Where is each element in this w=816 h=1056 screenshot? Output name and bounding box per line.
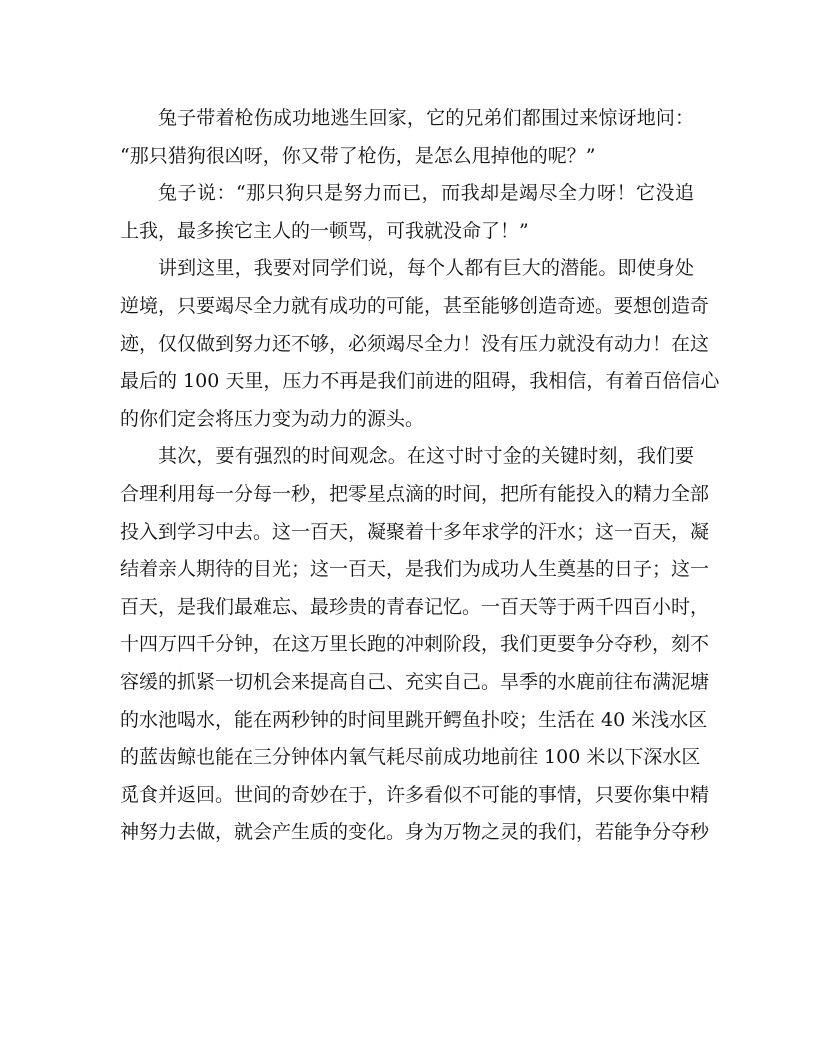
text-line: 神努力去做，就会产生质的变化。身为万物之灵的我们，若能争分夺秒 (120, 821, 710, 844)
text-line: 的水池喝水，能在两秒钟的时间里跳开鳄鱼扑咬；生活在 40 米浅水区 (120, 708, 708, 731)
text-line: 兔子带着枪伤成功地逃生回家，它的兄弟们都围过来惊讶地问： (158, 107, 694, 129)
text-line: “那只猎狗很凶呀，你又带了枪伤，是怎么甩掉他的呢？” (120, 144, 596, 167)
text-line: 百天，是我们最难忘、最珍贵的青春记忆。一百天等于两千四百小时， (120, 595, 710, 618)
text-line: 投入到学习中去。这一百天，凝聚着十多年求学的汗水；这一百天，凝 (120, 520, 710, 543)
text-line: 讲到这里，我要对同学们说，每个人都有巨大的潜能。即使身处 (158, 257, 694, 280)
text-line: 其次，要有强烈的时间观念。在这寸时寸金的关键时刻，我们要 (158, 445, 694, 468)
text-line: 觅食并返回。世间的奇妙在于，许多看似不可能的事情，只要你集中精 (120, 783, 710, 806)
text-line: 兔子说：“那只狗只是努力而已，而我却是竭尽全力呀！它没追 (158, 182, 694, 205)
text-line: 上我，最多挨它主人的一顿骂，可我就没命了！” (120, 219, 529, 242)
text-line: 迹，仅仅做到努力还不够，必须竭尽全力！没有压力就没有动力！在这 (120, 332, 710, 355)
text-line: 的你们定会将压力变为动力的源头。 (120, 407, 425, 430)
text-line: 最后的 100 天里，压力不再是我们前进的阻碍，我相信，有着百倍信心 (120, 370, 720, 393)
text-line: 逆境，只要竭尽全力就有成功的可能，甚至能够创造奇迹。要想创造奇 (120, 294, 710, 317)
text-line: 合理利用每一分每一秒，把零星点滴的时间，把所有能投入的精力全部 (120, 482, 710, 505)
document-body (120, 100, 720, 852)
text-line: 容缓的抓紧一切机会来提高自己、充实自己。旱季的水鹿前往布满泥塘 (120, 670, 710, 693)
text-line: 十四万四千分钟，在这万里长跑的冲刺阶段，我们更要争分夺秒，刻不 (120, 633, 710, 656)
text-line: 结着亲人期待的目光；这一百天，是我们为成功人生奠基的日子；这一 (120, 558, 710, 581)
text-line: 的蓝齿鲸也能在三分钟体内氧气耗尽前成功地前往 100 米以下深水区 (120, 746, 701, 769)
